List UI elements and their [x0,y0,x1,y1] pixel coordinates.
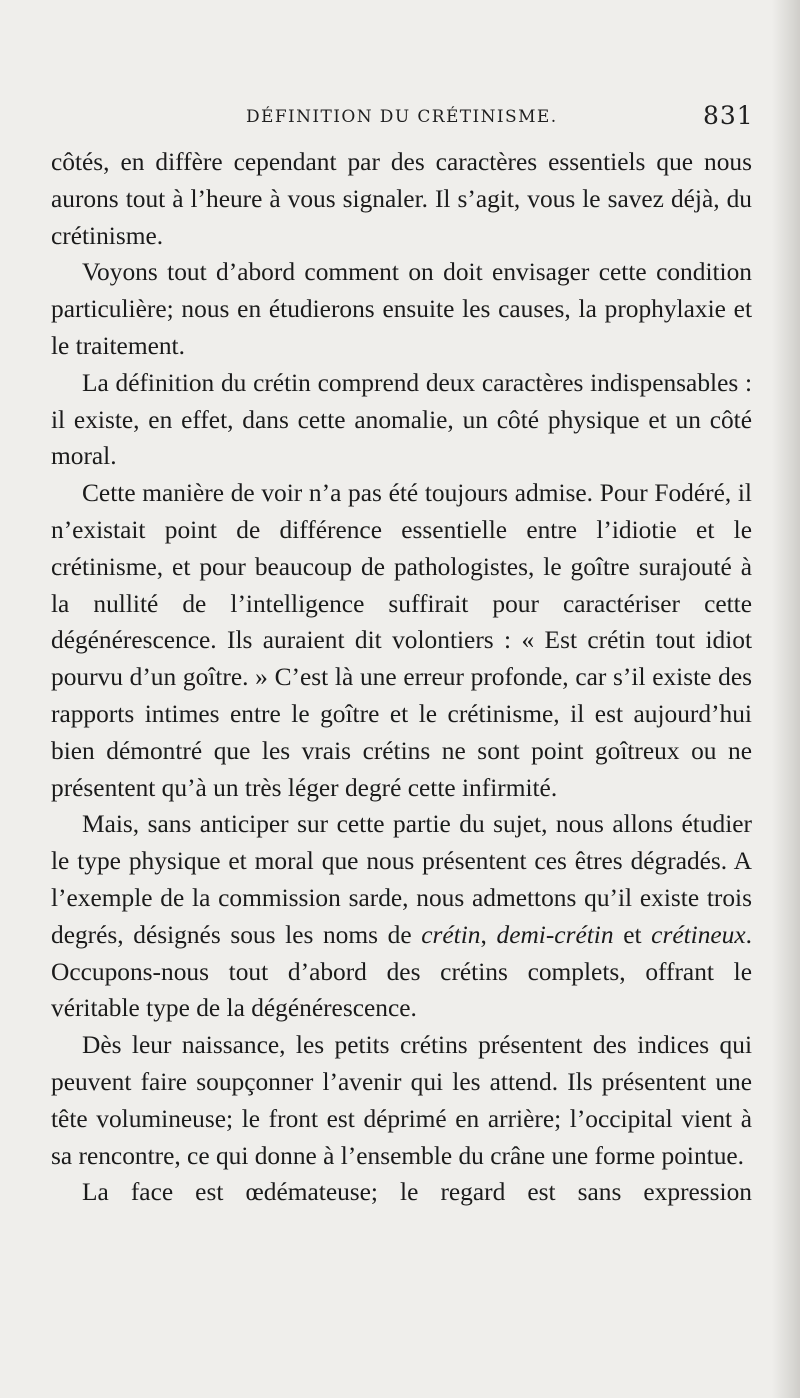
text-run: Mais, sans anticiper sur cette partie du sujet, nous allons étudier le type physique et moral que nous présentent ces êtres dégradés. A l’exemple de la commission sarde, nous admettons qu’il existe trois degrés, désignés sous les noms de [51,810,752,949]
body-text [51,144,752,1211]
paragraph-definition: La définition du crétin comprend deux caractères indispensables : il existe, en effet, dans cette anomalie, un côté physique et un côté moral. [51,368,752,471]
page-number: 831 [703,101,754,130]
paragraph-birth-signs: Dès leur naissance, les petits crétins présentent des indices qui peuvent faire soupçonner l’avenir qui les attend. Ils présentent une tête volumineuse; le front est déprimé en arrière; l’occipital vient à sa rencontre, ce qui donne à l’ensemble du crâne une forme pointue. [51,1031,752,1170]
text-run: , [480,920,497,949]
term-cretin: crétin [421,920,481,949]
page-header [0,101,800,135]
page-gutter-shadow [772,0,800,1398]
term-demi-cretin: demi-crétin [496,920,614,949]
text-run: . Occupons-nous tout d’abord des crétins complets, offrant le véritable type de la dégénérescence. [51,920,752,1023]
text-run: et [613,920,652,949]
paragraph-fodere-view: Cette manière de voir n’a pas été toujours admise. Pour Fodéré, il n’existait point de différence essentielle entre l’idiotie et le crétinisme, et pour beaucoup de pathologistes, le goître surajouté à la nullité de l’intelligence suffirait pour caractériser cette dégénérescence. Ils auraient dit volontiers : « Est crétin tout idiot pourvu d’un goître. » C’est là une erreur profonde, car s’il existe des rapports intimes entre le goître et le crétinisme, il est aujourd’hui bien démontré que les vrais crétins ne sont point goîtreux ou ne présentent qu’à un très léger degré cette infirmité. [51,479,752,802]
paragraph-continuation: côtés, en diffère cependant par des caractères essentiels que nous aurons tout à l’heure à vous signaler. Il s’agit, vous le savez déjà, du crétinisme. [51,148,752,250]
running-title: DÉFINITION DU CRÉTINISME. [246,107,558,127]
paragraph-three-degrees [51,806,752,1027]
term-cretineux: crétineux [651,920,746,949]
paragraph-face: La face est œdémateuse; le regard est sans expression [82,1178,752,1207]
paragraph-approach: Voyons tout d’abord comment on doit envisager cette condition particulière; nous en étudierons ensuite les causes, la prophylaxie et le traitement. [51,258,752,360]
